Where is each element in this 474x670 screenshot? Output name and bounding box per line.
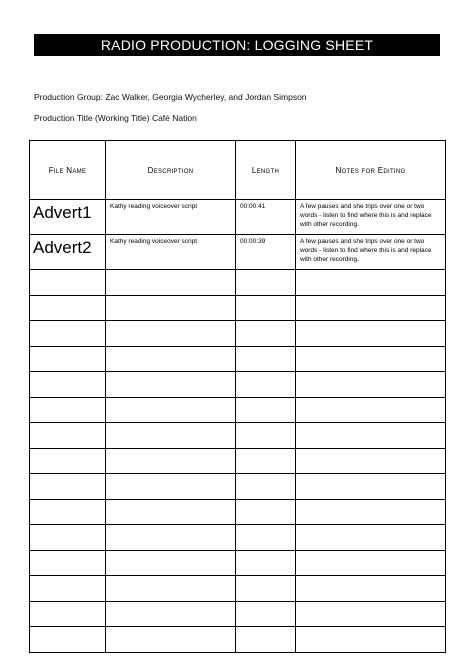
empty-cell xyxy=(296,474,446,500)
table-row xyxy=(30,200,446,235)
empty-table-row xyxy=(30,372,446,398)
empty-table-row xyxy=(30,474,446,500)
header-description: Description xyxy=(106,141,236,200)
empty-cell xyxy=(296,499,446,525)
empty-cell xyxy=(296,550,446,576)
empty-table-row xyxy=(30,448,446,474)
empty-cell xyxy=(296,448,446,474)
notes-cell: A few pauses and she trips over one or two words - listen to find where this is and replace with other recording. xyxy=(296,200,446,235)
page-title: RADIO PRODUCTION: LOGGING SHEET xyxy=(34,34,440,56)
empty-cell xyxy=(106,397,236,423)
empty-cell xyxy=(30,601,106,627)
empty-cell xyxy=(296,601,446,627)
empty-table-row xyxy=(30,627,446,653)
file-name-cell: Advert2 xyxy=(30,235,106,270)
empty-cell xyxy=(106,295,236,321)
notes-cell: A few pauses and she trips over one or two words - listen to find where this is and replace with other recording. xyxy=(296,235,446,270)
production-group: Production Group: Zac Walker, Georgia Wycherley, and Jordan Simpson xyxy=(34,92,307,102)
production-title: Production Title (Working Title) Café Nation xyxy=(34,113,197,123)
empty-table-row xyxy=(30,550,446,576)
empty-cell xyxy=(106,525,236,551)
empty-cell xyxy=(296,270,446,296)
empty-cell xyxy=(236,372,296,398)
empty-cell xyxy=(30,525,106,551)
empty-cell xyxy=(296,346,446,372)
empty-cell xyxy=(106,321,236,347)
empty-cell xyxy=(106,601,236,627)
empty-cell xyxy=(236,346,296,372)
logging-table xyxy=(29,140,446,653)
empty-table-row xyxy=(30,397,446,423)
empty-table-row xyxy=(30,270,446,296)
empty-cell xyxy=(236,525,296,551)
empty-cell xyxy=(30,448,106,474)
empty-cell xyxy=(106,372,236,398)
empty-table-row xyxy=(30,423,446,449)
empty-table-row xyxy=(30,499,446,525)
empty-cell xyxy=(106,627,236,653)
empty-cell xyxy=(296,295,446,321)
empty-cell xyxy=(106,499,236,525)
empty-cell xyxy=(296,576,446,602)
empty-cell xyxy=(236,397,296,423)
empty-cell xyxy=(30,499,106,525)
empty-cell xyxy=(296,321,446,347)
empty-cell xyxy=(30,423,106,449)
empty-table-row xyxy=(30,601,446,627)
empty-cell xyxy=(296,627,446,653)
empty-cell xyxy=(236,627,296,653)
empty-cell xyxy=(30,295,106,321)
empty-cell xyxy=(30,270,106,296)
empty-cell xyxy=(106,576,236,602)
empty-cell xyxy=(296,423,446,449)
empty-table-row xyxy=(30,295,446,321)
empty-cell xyxy=(236,321,296,347)
table-row xyxy=(30,235,446,270)
empty-cell xyxy=(236,499,296,525)
empty-cell xyxy=(106,270,236,296)
empty-cell xyxy=(106,474,236,500)
empty-cell xyxy=(30,550,106,576)
file-name-cell: Advert1 xyxy=(30,200,106,235)
length-cell: 00:00:41 xyxy=(236,200,296,235)
empty-cell xyxy=(236,448,296,474)
empty-cell xyxy=(30,474,106,500)
empty-cell xyxy=(30,346,106,372)
empty-cell xyxy=(296,372,446,398)
empty-cell xyxy=(30,372,106,398)
empty-cell xyxy=(106,448,236,474)
empty-cell xyxy=(236,270,296,296)
empty-cell xyxy=(106,423,236,449)
empty-cell xyxy=(236,423,296,449)
empty-table-row xyxy=(30,321,446,347)
empty-table-row xyxy=(30,525,446,551)
empty-cell xyxy=(236,295,296,321)
header-file-name: File Name xyxy=(30,141,106,200)
description-cell: Kathy reading voiceover script xyxy=(106,235,236,270)
empty-cell xyxy=(296,397,446,423)
empty-cell xyxy=(30,576,106,602)
header-length: Length xyxy=(236,141,296,200)
length-cell: 00:00:39 xyxy=(236,235,296,270)
empty-cell xyxy=(236,550,296,576)
description-cell: Kathy reading voiceover script xyxy=(106,200,236,235)
empty-table-row xyxy=(30,346,446,372)
empty-cell xyxy=(236,576,296,602)
empty-cell xyxy=(106,550,236,576)
empty-cell xyxy=(30,627,106,653)
table-header-row xyxy=(30,141,446,200)
empty-cell xyxy=(236,474,296,500)
empty-cell xyxy=(30,397,106,423)
empty-cell xyxy=(106,346,236,372)
empty-cell xyxy=(296,525,446,551)
header-notes: Notes for Editing xyxy=(296,141,446,200)
empty-cell xyxy=(236,601,296,627)
empty-cell xyxy=(30,321,106,347)
empty-table-row xyxy=(30,576,446,602)
